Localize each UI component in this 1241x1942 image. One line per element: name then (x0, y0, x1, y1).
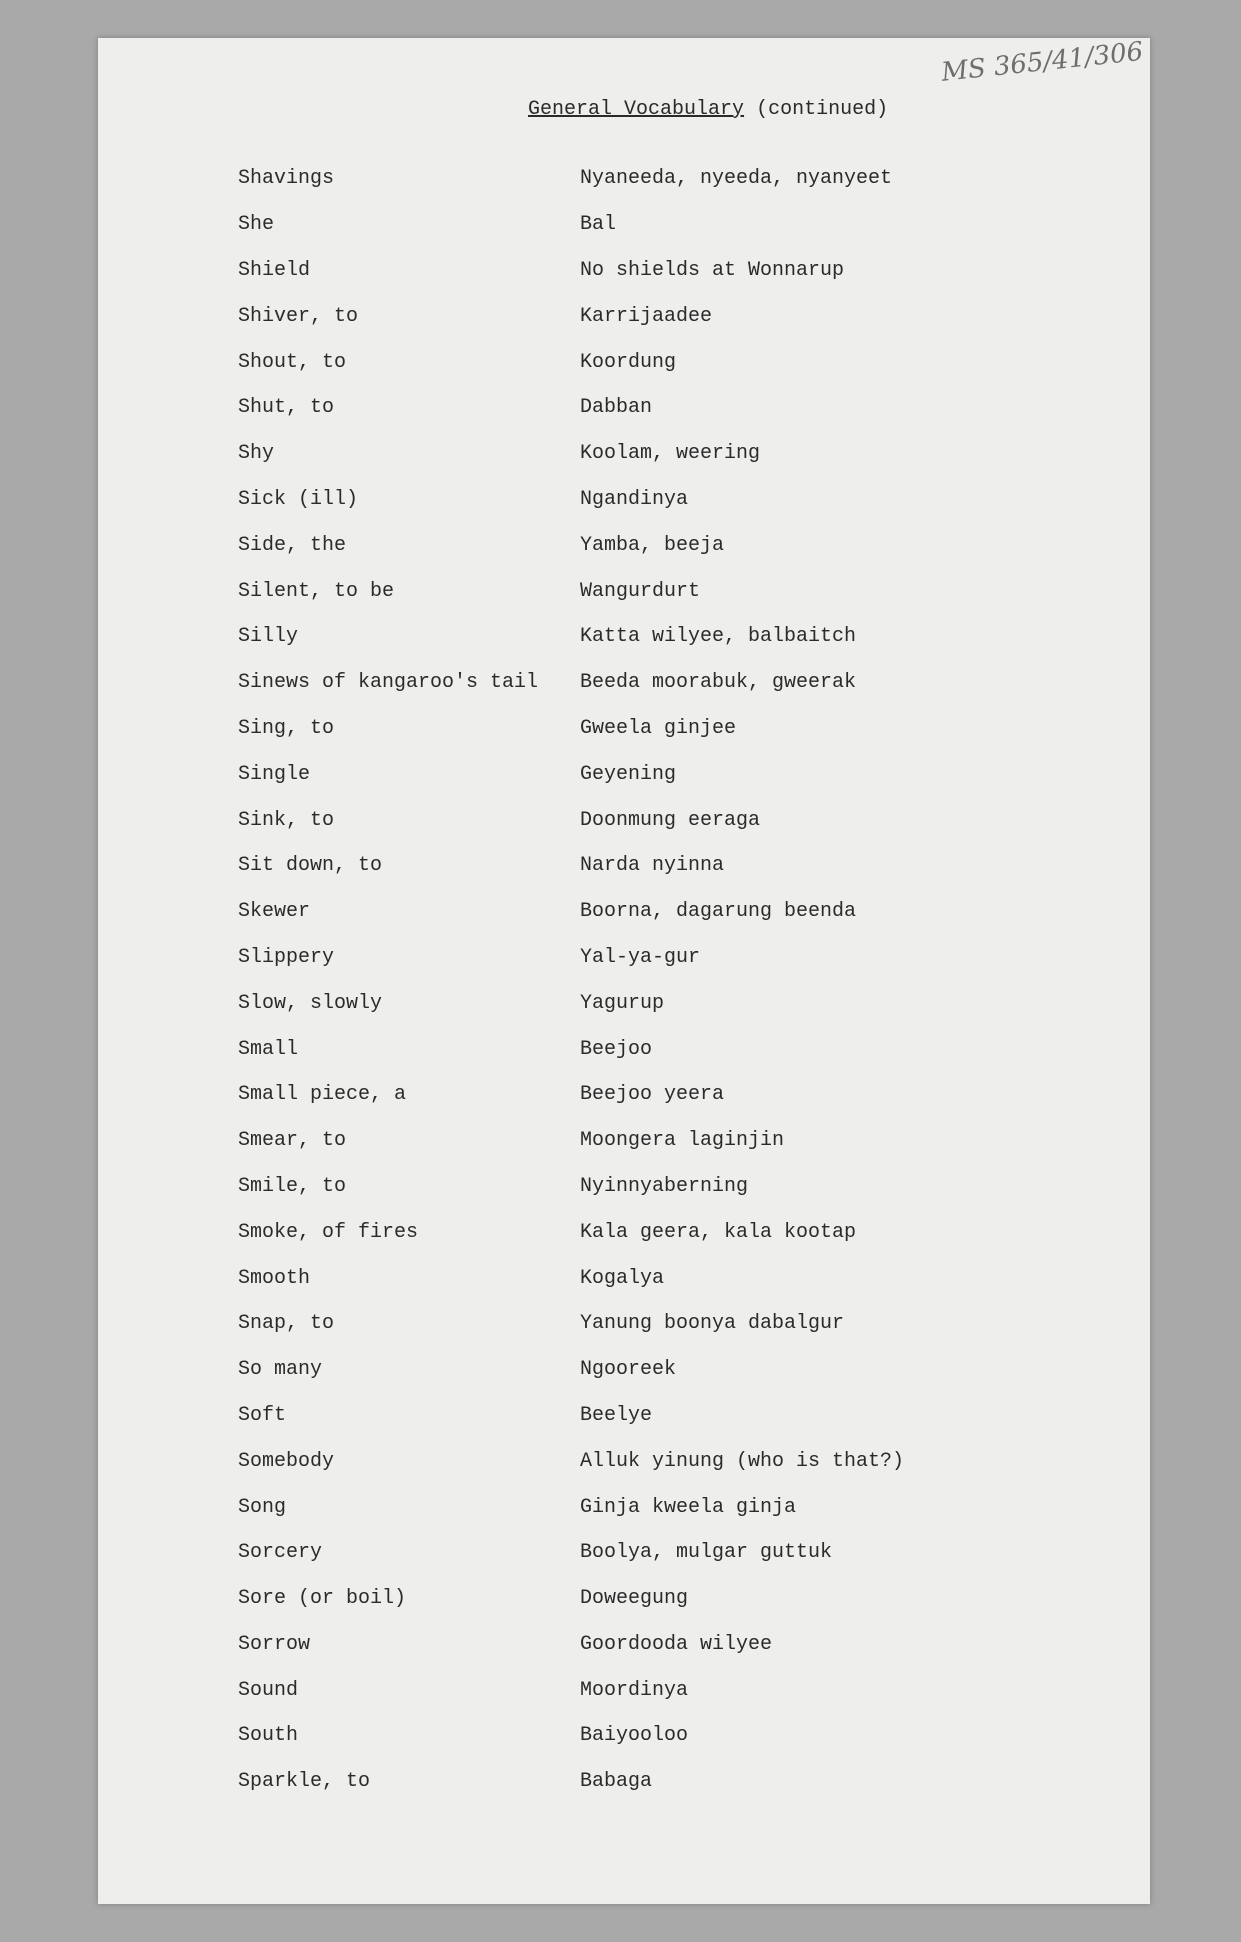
vocabulary-entry (238, 751, 1098, 797)
vocabulary-entry (238, 1484, 1098, 1530)
entry-definition: Yagurup (580, 991, 665, 1015)
vocabulary-entry (238, 202, 1098, 248)
entry-definition: Karrijaadee (580, 304, 713, 328)
entry-term: Sink, to (238, 808, 335, 832)
entry-definition: Beejoo (580, 1037, 653, 1061)
vocabulary-entry (238, 477, 1098, 523)
entry-definition: Doonmung eeraga (580, 808, 761, 832)
vocabulary-entry (238, 660, 1098, 706)
entry-term: Silent, to be (238, 579, 395, 603)
vocabulary-entry (238, 1713, 1098, 1759)
entry-term: Song (238, 1495, 287, 1519)
entry-term: Soft (238, 1403, 287, 1427)
entry-definition: Wangurdurt (580, 579, 701, 603)
entry-definition: Moongera laginjin (580, 1129, 785, 1153)
entry-definition: Kogalya (580, 1266, 665, 1290)
vocabulary-entry (238, 843, 1098, 889)
entry-definition: Boorna, dagarung beenda (580, 900, 857, 924)
entry-definition: Katta wilyee, balbaitch (580, 625, 857, 649)
entry-definition: No shields at Wonnarup (580, 258, 845, 282)
vocabulary-entry (238, 1347, 1098, 1393)
entry-term: Slow, slowly (238, 991, 383, 1015)
entry-term: Sorcery (238, 1541, 323, 1565)
vocabulary-entry (238, 568, 1098, 614)
entry-definition: Alluk yinung (who is that?) (580, 1449, 905, 1473)
entry-definition: Dabban (580, 396, 653, 420)
entry-term: Skewer (238, 900, 311, 924)
entry-term: South (238, 1724, 299, 1748)
vocabulary-entry (238, 339, 1098, 385)
vocabulary-entry (238, 935, 1098, 981)
entry-definition: Beejoo yeera (580, 1083, 725, 1107)
entry-definition: Goordooda wilyee (580, 1632, 773, 1656)
entry-definition: Nyaneeda, nyeeda, nyanyeet (580, 167, 893, 191)
entry-definition: Ngooreek (580, 1358, 677, 1382)
entry-term: Somebody (238, 1449, 335, 1473)
entry-term: She (238, 213, 275, 237)
vocabulary-entry (238, 706, 1098, 752)
entry-term: Shut, to (238, 396, 335, 420)
entry-definition: Babaga (580, 1770, 653, 1794)
entry-term: Shout, to (238, 350, 347, 374)
vocabulary-list (238, 156, 1098, 1805)
vocabulary-entry (238, 293, 1098, 339)
vocabulary-entry (238, 1118, 1098, 1164)
entry-term: Side, the (238, 533, 347, 557)
vocabulary-entry (238, 1164, 1098, 1210)
vocabulary-entry (238, 797, 1098, 843)
entry-term: Shy (238, 442, 275, 466)
entry-term: Shield (238, 258, 311, 282)
entry-definition: Yanung boonya dabalgur (580, 1312, 845, 1336)
vocabulary-entry (238, 1255, 1098, 1301)
title-main: General Vocabulary (528, 98, 745, 121)
entry-definition: Kala geera, kala kootap (580, 1220, 857, 1244)
entry-definition: Yamba, beeja (580, 533, 725, 557)
vocabulary-entry (238, 1530, 1098, 1576)
entry-definition: Boolya, mulgar guttuk (580, 1541, 833, 1565)
entry-definition: Geyening (580, 762, 677, 786)
vocabulary-entry (238, 980, 1098, 1026)
entry-definition: Doweegung (580, 1587, 689, 1611)
entry-term: Shiver, to (238, 304, 359, 328)
entry-term: Sparkle, to (238, 1770, 371, 1794)
entry-term: Smoke, of fires (238, 1220, 419, 1244)
entry-term: Sound (238, 1678, 299, 1702)
entry-term: Smile, to (238, 1174, 347, 1198)
entry-term: Small piece, a (238, 1083, 407, 1107)
vocabulary-entry (238, 1301, 1098, 1347)
entry-term: Snap, to (238, 1312, 335, 1336)
entry-definition: Ginja kweela ginja (580, 1495, 797, 1519)
entry-definition: Narda nyinna (580, 854, 725, 878)
vocabulary-entry (238, 1576, 1098, 1622)
entry-definition: Beelye (580, 1403, 653, 1427)
entry-term: Single (238, 762, 311, 786)
vocabulary-entry (238, 1759, 1098, 1805)
entry-definition: Ngandinya (580, 487, 689, 511)
entry-definition: Moordinya (580, 1678, 689, 1702)
entry-definition: Yal-ya-gur (580, 945, 701, 969)
vocabulary-entry (238, 1209, 1098, 1255)
vocabulary-entry (238, 248, 1098, 294)
title-suffix: (continued) (756, 98, 889, 121)
vocabulary-entry (238, 1026, 1098, 1072)
entry-term: Sick (ill) (238, 487, 359, 511)
entry-term: So many (238, 1358, 323, 1382)
entry-term: Silly (238, 625, 299, 649)
vocabulary-entry (238, 1438, 1098, 1484)
entry-term: Shavings (238, 167, 335, 191)
entry-term: Sore (or boil) (238, 1587, 407, 1611)
vocabulary-entry (238, 522, 1098, 568)
entry-definition: Baiyooloo (580, 1724, 689, 1748)
page-title (528, 98, 888, 121)
entry-term: Slippery (238, 945, 335, 969)
vocabulary-entry (238, 1622, 1098, 1668)
entry-definition: Gweela ginjee (580, 716, 737, 740)
vocabulary-entry (238, 385, 1098, 431)
entry-definition: Koolam, weering (580, 442, 761, 466)
vocabulary-entry (238, 156, 1098, 202)
entry-term: Sorrow (238, 1632, 311, 1656)
vocabulary-entry (238, 1393, 1098, 1439)
entry-term: Smooth (238, 1266, 311, 1290)
entry-term: Small (238, 1037, 299, 1061)
entry-definition: Bal (580, 213, 617, 237)
entry-definition: Koordung (580, 350, 677, 374)
entry-term: Sinews of kangaroo's tail (238, 671, 539, 695)
entry-term: Sing, to (238, 716, 335, 740)
entry-definition: Beeda moorabuk, gweerak (580, 671, 857, 695)
entry-term: Smear, to (238, 1129, 347, 1153)
vocabulary-entry (238, 431, 1098, 477)
entry-definition: Nyinnyaberning (580, 1174, 749, 1198)
vocabulary-entry (238, 1667, 1098, 1713)
archive-reference-annotation: MS 365/41/306 (940, 36, 1145, 88)
document-page (98, 38, 1150, 1904)
vocabulary-entry (238, 614, 1098, 660)
vocabulary-entry (238, 1072, 1098, 1118)
entry-term: Sit down, to (238, 854, 383, 878)
vocabulary-entry (238, 889, 1098, 935)
